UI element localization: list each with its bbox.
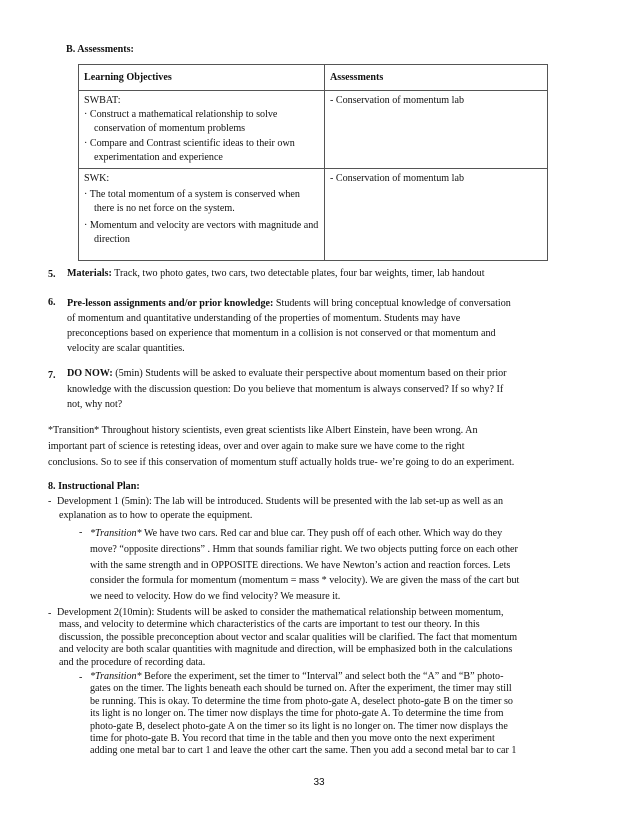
dev1-bullet: - <box>48 496 52 507</box>
objective-title: SWBAT: <box>84 95 121 106</box>
dev2-transition-line: time for photo-gate B. You record that time in the table and then you move onto the next experiment <box>90 733 495 745</box>
assessments-heading: B. Assessments: <box>66 44 134 55</box>
dev2-line: and the procedure of recording data. <box>59 656 206 668</box>
dev2-paragraph <box>57 607 597 669</box>
assessment-cell: - Conservation of momentum lab <box>325 91 548 169</box>
dev1-transition-label: *Transition* <box>90 528 142 539</box>
dev2-transition-line: adding one metal bar to cart 1 and leave the other cart the same. Then you add a second metal bar to car 1 <box>90 745 517 757</box>
dev2-line: mass, and velocity to determine which characteristics of the carts are important to test our theory. In this <box>59 619 480 631</box>
transition-line: important part of science is retesting ideas, over and over again to make sure we have come to the right <box>48 441 465 452</box>
objective-item: · Momentum and velocity are vectors with magnitude and direction <box>84 219 319 245</box>
section-number-prelesson: 6. <box>48 297 56 308</box>
dev1-transition-line: We have two cars. Red car and blue car. They push off of each other. Which way do they <box>141 528 503 539</box>
dev2-transition-line: Before the experiment, set the timer to “Interval” and select both the “A” and “B” photo- <box>141 671 504 682</box>
column-header-assessments: Assessments <box>325 65 548 91</box>
donow-label: DO NOW: <box>67 368 113 379</box>
dev2-transition-line: be running. This is okay. To determine the time from photo-gate A, deselect photo-gate B on the timer so <box>90 695 513 707</box>
dev2-transition-line: its light is no longer on. The timer now displays the time for photo-gate A. To determine the time from <box>90 708 504 720</box>
objective-cell <box>79 169 325 261</box>
dev1-transition-line: consider the formula for momentum (momentum = mass * velocity). We are given the mass of the cart but <box>90 575 520 587</box>
page-number: 33 <box>313 777 325 788</box>
donow-line: (5min) Students will be asked to evaluate their perspective about momentum based on their prior <box>112 368 507 379</box>
materials-text: Track, two photo gates, two cars, two detectable plates, four bar weights, timer, lab handout <box>111 268 485 279</box>
dev1-transition-line: we need to velocity. How do we find velocity? We measure it. <box>90 591 341 603</box>
instructional-plan-heading: 8. Instructional Plan: <box>48 481 140 492</box>
objective-cell <box>79 91 325 169</box>
dev2-transition-line: gates on the timer. The lights beneath each should be turned on. After the experiment, the timer may still <box>90 683 512 695</box>
materials-label: Materials: <box>67 268 112 279</box>
table-row <box>79 91 548 169</box>
dev1-line: explanation as to how to operate the equipment. <box>59 510 253 522</box>
prelesson-line: Students will bring conceptual knowledge of conversation <box>273 298 511 309</box>
dev2-transition-paragraph <box>90 671 595 758</box>
dev1-sub-bullet: - <box>79 527 83 538</box>
dev2-line: Development 2(10min): Students will be asked to consider the mathematical relationship between momentum, <box>57 607 504 618</box>
objective-item: · Construct a mathematical relationship to solve conservation of momentum problems <box>84 109 278 135</box>
section-number-materials: 5. <box>48 269 56 280</box>
transition-line: *Transition* Throughout history scientists, even great scientists like Albert Einstein, have been wrong. An <box>48 425 478 436</box>
dev2-bullet: - <box>48 608 52 619</box>
dev1-transition-paragraph <box>90 526 595 605</box>
prelesson-line: preconceptions based on experience that momentum in a collision is not conserved or that momentum and <box>67 328 496 339</box>
donow-paragraph <box>67 366 587 413</box>
objective-item: · The total momentum of a system is conserved when there is no net force on the system. <box>84 189 300 215</box>
dev2-transition-label: *Transition* <box>90 671 142 682</box>
prelesson-line: of momentum and quantitative understanding of the properties of momentum. Students may have <box>67 313 461 324</box>
objective-title: SWK: <box>84 173 110 185</box>
assessment-cell: - Conservation of momentum lab <box>325 169 548 261</box>
dev2-line: and velocity are both scalar quantities with magnitude and direction, will be emphasized both in the calculations <box>59 644 513 656</box>
assessments-table <box>78 64 548 261</box>
materials-paragraph <box>67 267 485 281</box>
dev1-transition-line: move? “opposite directions” . Hmm that sounds familiar right. We two objects putting force on each other <box>90 543 518 555</box>
prelesson-label: Pre-lesson assignments and/or prior knowledge: <box>67 298 274 309</box>
prelesson-line: velocity are scalar quantities. <box>67 343 185 354</box>
dev1-transition-line: with the same strength and in OPPOSITE directions. We have Newton’s action and reaction forces. Lets <box>90 559 511 571</box>
donow-line: not, why not? <box>67 399 123 410</box>
prelesson-paragraph <box>67 296 587 356</box>
objective-item: · Compare and Contrast scientific ideas to their own experimentation and experience <box>84 137 295 163</box>
section-number-donow: 7. <box>48 370 56 381</box>
dev2-line: discussion, the possible preconception about vector and scalar qualities will be clarified. The fact that momentum <box>59 631 518 643</box>
table-row <box>79 169 548 261</box>
transition-paragraph <box>48 423 593 471</box>
dev2-transition-line: photo-gate B, deselect photo-gate A on the timer so its light is no longer on. The timer now displays the <box>90 720 508 732</box>
donow-line: knowledge with the discussion question: Do you believe that momentum is always conserved? If so why? If <box>67 383 504 395</box>
dev1-line: Development 1 (5min): The lab will be introduced. Students will be presented with the lab set-up as well as an <box>57 496 504 507</box>
column-header-learning-objectives: Learning Objectives <box>79 65 325 91</box>
dev1-paragraph <box>57 495 597 523</box>
dev2-sub-bullet: - <box>79 672 83 683</box>
transition-line: conclusions. So to see if this conservation of momentum stuff actually holds true- we’re going to do an experiment. <box>48 457 515 468</box>
table-header-row <box>79 65 548 91</box>
